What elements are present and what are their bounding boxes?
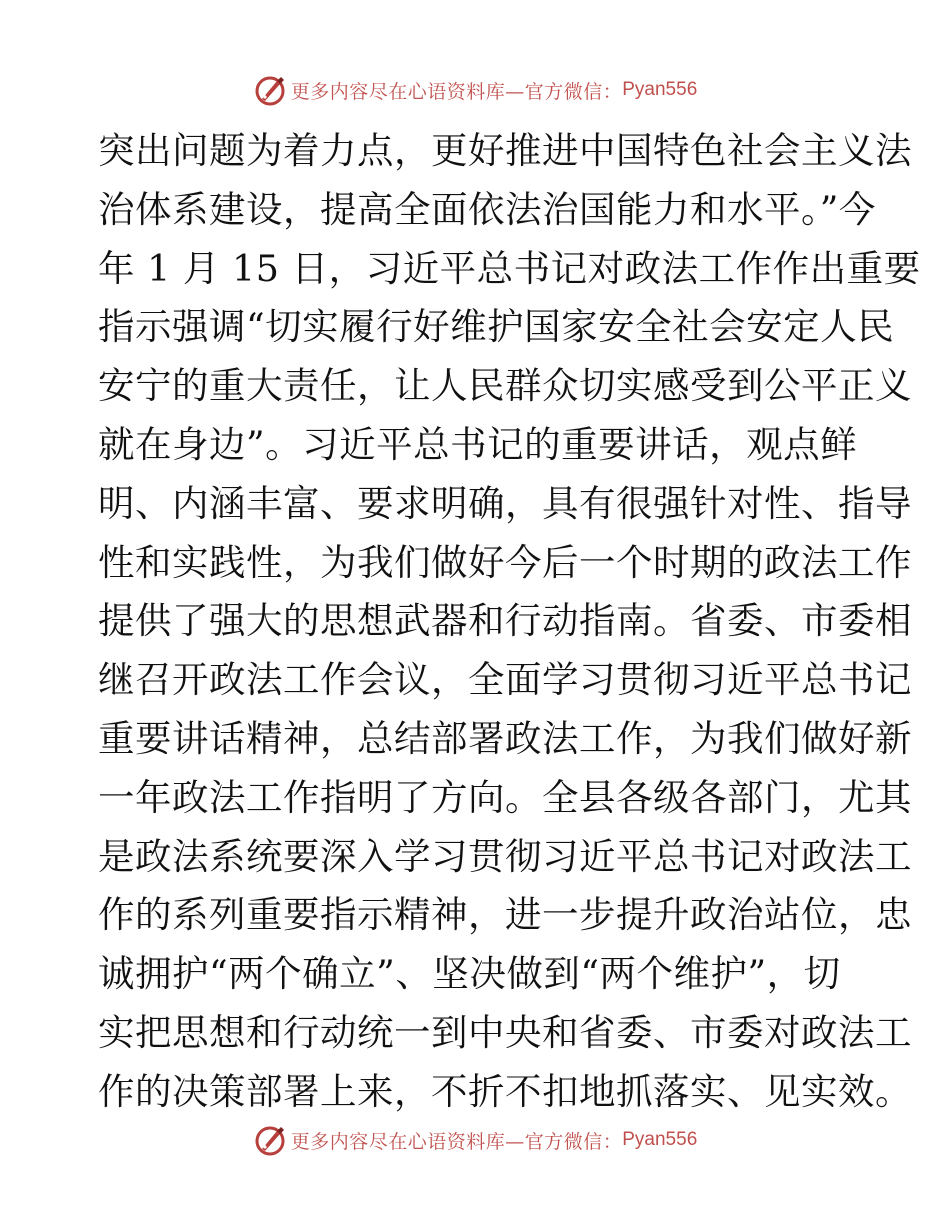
text-line: 一年政法工作指明了方向。全县各级各部门，尤其: [98, 775, 912, 819]
text-line: 指示强调“切实履行好维护国家安全社会安定人民: [98, 305, 895, 349]
text-line: 重要讲话精神，总结部署政法工作，为我们做好新: [98, 716, 912, 760]
banner-text: 更多内容尽在心语资料库—官方微信：: [290, 1130, 623, 1153]
text-line: 继召开政法工作会议，全面学习贯彻习近平总书记: [98, 658, 912, 702]
fountain-pen-seal-icon: [253, 73, 287, 107]
text-line: 提供了强大的思想武器和行动指南。省委、市委相: [98, 599, 912, 643]
banner-wechat-id: Pyan556: [622, 1129, 698, 1150]
text-line: 突出问题为着力点，更好推进中国特色社会主义法: [98, 129, 912, 172]
text-line: 性和实践性，为我们做好今后一个时期的政法工作: [98, 540, 912, 584]
header-banner: [0, 70, 950, 110]
text-line: 安宁的重大责任，让人民群众切实感受到公平正义: [98, 364, 912, 408]
banner-wechat-id: Pyan556: [622, 79, 698, 100]
footer-banner: [0, 1120, 950, 1160]
text-line: 明、内涵丰富、要求明确，具有很强针对性、指导: [98, 481, 912, 525]
text-line: 诚拥护“两个确立”、坚决做到“两个维护”，切: [98, 952, 841, 996]
text-line: 作的决策部署上来，不折不扣地抓落实、见实效。: [98, 1069, 912, 1113]
text-line: 作的系列重要指示精神，进一步提升政治站位，忠: [98, 893, 912, 937]
banner-text: 更多内容尽在心语资料库—官方微信：: [290, 80, 623, 103]
fountain-pen-seal-icon: [253, 1123, 287, 1157]
text-line: 就在身边”。习近平总书记的重要讲话，观点鲜: [98, 422, 858, 466]
text-line: 年 1 月 15 日，习近平总书记对政法工作作出重要: [98, 246, 921, 290]
text-line: 实把思想和行动统一到中央和省委、市委对政法工: [98, 1010, 912, 1054]
text-line: 治体系建设，提高全面依法治国能力和水平。”今: [98, 187, 876, 231]
text-line: 是政法系统要深入学习贯彻习近平总书记对政法工: [98, 834, 912, 878]
document-body: [98, 122, 921, 1122]
